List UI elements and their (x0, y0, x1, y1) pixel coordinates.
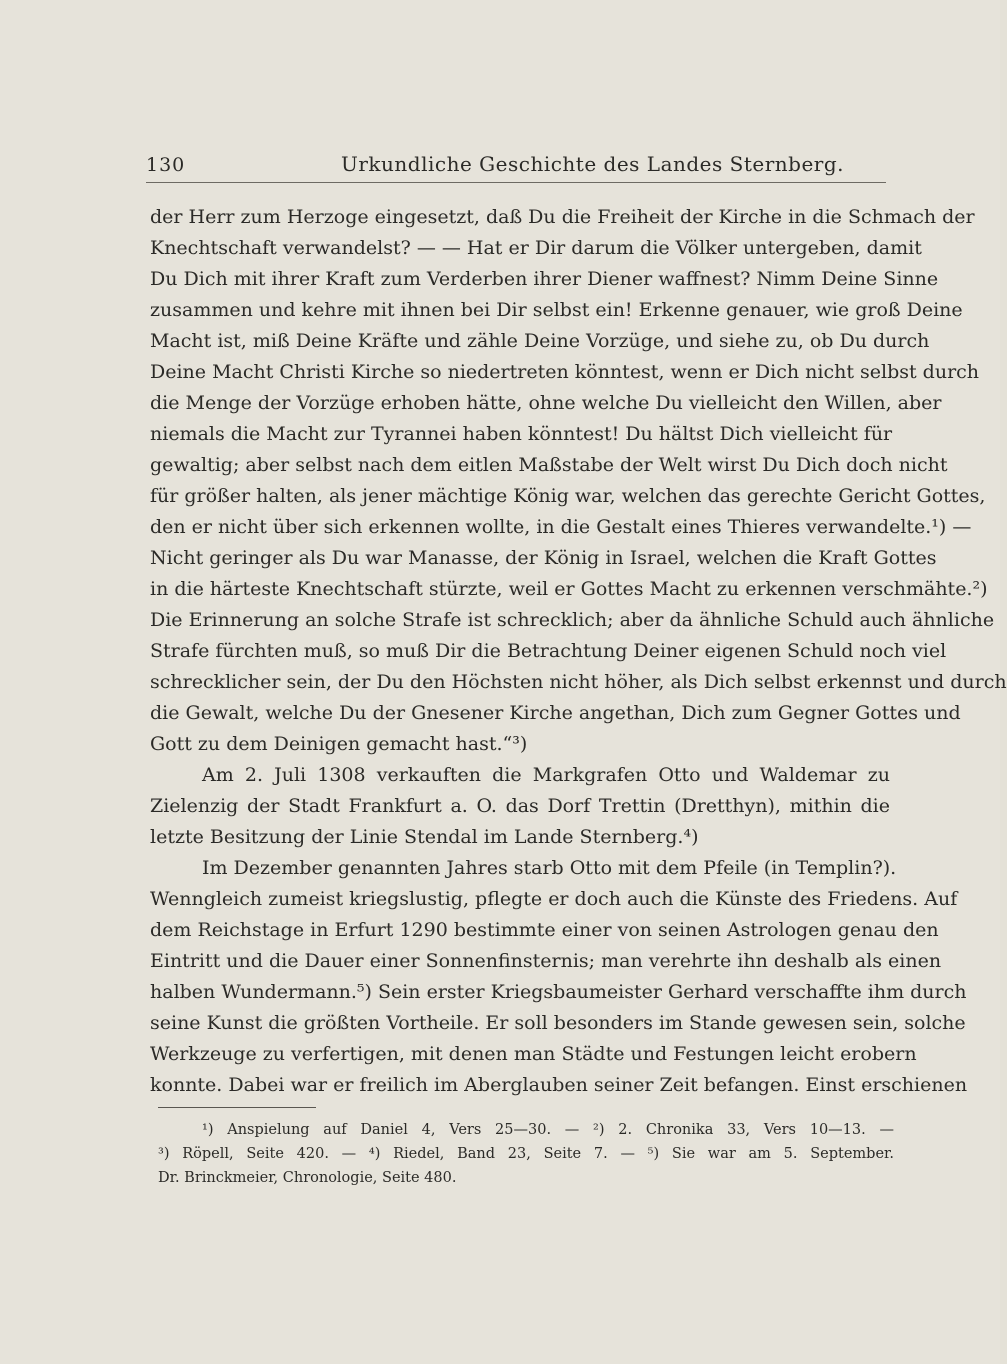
running-head: Urkundliche Geschichte des Landes Sternberg. (341, 152, 845, 176)
footnote-line: Dr. Brinckmeier, Chronologie, Seite 480. (158, 1170, 457, 1186)
text-line: Gott zu dem Deinigen gemacht hast.“³) (150, 733, 528, 755)
text-line: der Herr zum Herzoge eingesetzt, daß Du die Freiheit der Kirche in die Schmach der (150, 206, 975, 228)
text-line: Am 2. Juli 1308 verkauften die Markgrafen Otto und Waldemar zu (202, 764, 890, 786)
header-rule (146, 182, 886, 183)
text-line: Nicht geringer als Du war Manasse, der König in Israel, welchen die Kraft Gottes (150, 547, 937, 569)
text-line: gewaltig; aber selbst nach dem eitlen Maßstabe der Welt wirst Du Dich doch nicht (150, 454, 948, 476)
text-line: Zielenzig der Stadt Frankfurt a. O. das Dorf Trettin (Dretthyn), mithin die (150, 795, 890, 817)
text-line: letzte Besitzung der Linie Stendal im Lande Sternberg.⁴) (150, 826, 699, 848)
text-line: für größer halten, als jener mächtige König war, welchen das gerechte Gericht Gottes, (150, 485, 986, 507)
text-line: Strafe fürchten muß, so muß Dir die Betrachtung Deiner eigenen Schuld noch viel (150, 640, 947, 662)
footnotes (158, 1118, 894, 1190)
text-line: schrecklicher sein, der Du den Höchsten nicht höher, als Dich selbst erkennst und durch (150, 671, 1007, 693)
text-line: die Gewalt, welche Du der Gnesener Kirche angethan, Dich zum Gegner Gottes und (150, 702, 961, 724)
text-line: in die härteste Knechtschaft stürzte, weil er Gottes Macht zu erkennen verschmähte.²) (150, 578, 988, 600)
body-text (150, 202, 1007, 1101)
text-line: Eintritt und die Dauer einer Sonnenfinsternis; man verehrte ihn deshalb als einen (150, 950, 942, 972)
text-line: Du Dich mit ihrer Kraft zum Verderben ihrer Diener waffnest? Nimm Deine Sinne (150, 268, 939, 290)
text-line: niemals die Macht zur Tyrannei haben könntest! Du hältst Dich vielleicht für (150, 423, 893, 445)
text-line: Im Dezember genannten Jahres starb Otto mit dem Pfeile (in Templin?). (202, 857, 897, 879)
text-line: Macht ist, miß Deine Kräfte und zähle Deine Vorzüge, und siehe zu, ob Du durch (150, 330, 930, 352)
text-line: Knechtschaft verwandelst? — — Hat er Dir darum die Völker untergeben, damit (150, 237, 922, 259)
text-line: den er nicht über sich erkennen wollte, in die Gestalt eines Thieres verwandelte.¹) — (150, 516, 972, 538)
footnote-line: ³) Röpell, Seite 420. — ⁴) Riedel, Band 23, Seite 7. — ⁵) Sie war am 5. September. (158, 1146, 894, 1162)
footnote-line: ¹) Anspielung auf Daniel 4, Vers 25—30. — ²) 2. Chronika 33, Vers 10—13. — (202, 1122, 894, 1138)
text-line: halben Wundermann.⁵) Sein erster Kriegsbaumeister Gerhard verschaffte ihm durch (150, 981, 967, 1003)
text-line: konnte. Dabei war er freilich im Aberglauben seiner Zeit befangen. Einst erschienen (150, 1074, 968, 1096)
text-line: Werkzeuge zu verfertigen, mit denen man Städte und Festungen leicht erobern (150, 1043, 917, 1065)
text-line: die Menge der Vorzüge erhoben hätte, ohne welche Du vielleicht den Willen, aber (150, 392, 942, 414)
text-line: Deine Macht Christi Kirche so niedertreten könntest, wenn er Dich nicht selbst durch (150, 361, 980, 383)
text-line: Wenngleich zumeist kriegslustig, pflegte er doch auch die Künste des Friedens. Auf (150, 888, 958, 910)
text-line: seine Kunst die größten Vortheile. Er soll besonders im Stande gewesen sein, solche (150, 1012, 966, 1034)
page-header (146, 150, 886, 178)
text-line: Die Erinnerung an solche Strafe ist schrecklich; aber da ähnliche Schuld auch ähnliche (150, 609, 995, 631)
text-line: dem Reichstage in Erfurt 1290 bestimmte einer von seinen Astrologen genau den (150, 919, 939, 941)
text-line: zusammen und kehre mit ihnen bei Dir selbst ein! Erkenne genauer, wie groß Deine (150, 299, 963, 321)
page-number: 130 (146, 154, 186, 176)
footnote-rule (158, 1107, 316, 1108)
